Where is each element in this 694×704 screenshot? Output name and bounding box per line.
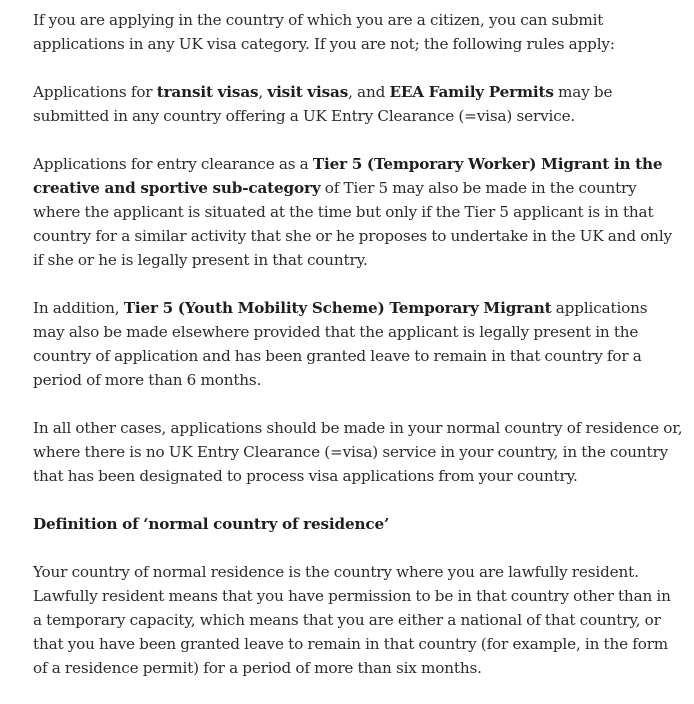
intro-text: If you are applying in the country of which you are a citizen, you can submit applications in any UK visa category. If you are not; the following rules apply:	[33, 11, 615, 53]
text-run: Applications for	[33, 83, 157, 101]
normal-residence-text: Your country of normal residence is the country where you are lawfully resident. Lawfully resident means that you have permission to be in that country other than in a temporary capacity, which means that you are either a national of that country, or that you have been granted leave to remain in that country (for example, in the form of a residence permit) for a period of more than six months.	[33, 563, 671, 677]
bold-term-tier5-creative: Tier 5 (Temporary Worker) Migrant in the creative and sportive sub-category	[33, 155, 663, 197]
bold-term-visit-visas: visit visas	[267, 83, 349, 101]
text-run: applications may also be made elsewhere provided that the applicant is legally present in the country of application and has been granted leave to remain in that country for a period of more than 6 months.	[33, 299, 648, 389]
tier5-creative-paragraph	[33, 152, 683, 272]
document-body	[33, 8, 683, 704]
bold-term-tier5-youth-mobility: Tier 5 (Youth Mobility Scheme) Temporary Migrant	[123, 299, 552, 317]
section-heading: Definition of ‘normal country of residence’	[33, 515, 390, 533]
text-run: of Tier 5 may also be made in the country where the applicant is situated at the time but only if the Tier 5 applicant is in that country for a similar activity that she or he proposes to undertake in the UK and only if she or he is legally present in that country.	[33, 179, 672, 269]
text-run: Applications for entry clearance as a	[33, 155, 313, 173]
text-run: may be submitted in any country offering a UK Entry Clearance (=visa) service.	[33, 83, 613, 125]
bold-term-eea-family-permits: EEA Family Permits	[389, 83, 554, 101]
section-heading-paragraph	[33, 512, 683, 536]
intro-paragraph	[33, 8, 683, 56]
normal-residence-paragraph	[33, 560, 683, 680]
text-run: In addition,	[33, 299, 124, 317]
transit-visit-paragraph	[33, 80, 683, 128]
text-run: ,	[258, 83, 268, 101]
tier5-youth-paragraph	[33, 296, 683, 392]
other-cases-text: In all other cases, applications should be made in your normal country of residence or, where there is no UK Entry Clearance (=visa) service in your country, in the country that has been designated to process visa applications from your country.	[33, 419, 683, 485]
other-cases-paragraph	[33, 416, 683, 488]
text-run: , and	[348, 83, 390, 101]
bold-term-transit-visas: transit visas	[156, 83, 259, 101]
